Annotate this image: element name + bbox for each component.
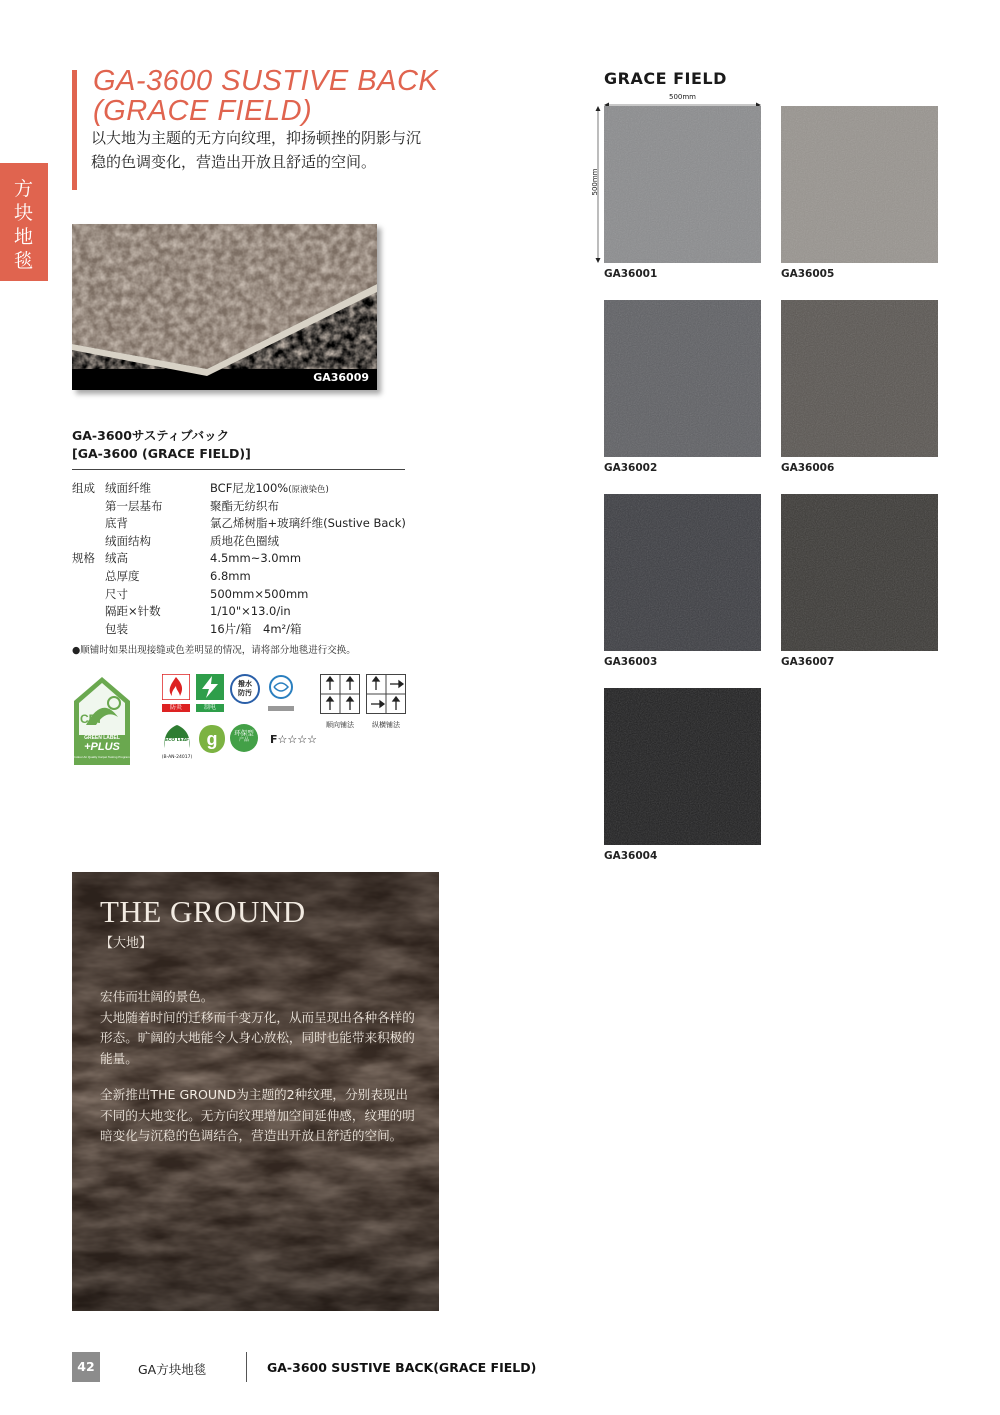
environmental-product-circle — [230, 724, 258, 752]
carpet-swatch — [604, 688, 761, 845]
swatch-texture — [604, 494, 761, 651]
water-label-1: 撥水 — [238, 680, 252, 688]
height-dimension-label: 500mm — [591, 168, 599, 196]
eco-leaf-code: (B-AN-24017) — [161, 755, 193, 760]
height-dimension — [592, 106, 602, 263]
title-accent-bar — [72, 70, 77, 190]
the-ground-panel — [72, 872, 439, 1311]
water-repellent-badge — [230, 674, 260, 704]
spec-value: 质地花色圈绒 — [210, 533, 279, 548]
ground-title: THE GROUND — [100, 894, 306, 929]
swatch-texture — [781, 494, 938, 651]
same-direction-label: 顺向铺法 — [326, 721, 354, 729]
spec-row — [72, 533, 432, 551]
environmental-label: 环保型 — [234, 729, 254, 737]
antistatic-label: 制电 — [196, 704, 224, 712]
same-direction-layout — [320, 674, 360, 729]
formaldehyde-rating: F☆☆☆☆ — [270, 733, 317, 746]
g-mark-icon — [198, 724, 226, 754]
svg-text:g: g — [206, 729, 218, 749]
spec-value-note: (原液染色) — [288, 485, 329, 495]
carpet-swatch — [781, 106, 938, 263]
side-category-tab — [0, 163, 48, 281]
width-dimension — [604, 94, 761, 104]
green-g-mark — [198, 724, 226, 754]
same-direction-icon — [320, 674, 360, 714]
spec-value: 氯乙烯树脂+玻璃纤维(Sustive Back) — [210, 516, 406, 531]
spec-value: 500mm×500mm — [210, 586, 309, 601]
fire-retardant-icon — [162, 674, 190, 700]
swatch-code-label: GA36003 — [604, 656, 658, 668]
circular-eco-caption — [268, 706, 294, 711]
photo-code-label: GA36009 — [313, 371, 369, 384]
spec-key: 总厚度 — [105, 568, 140, 583]
eco-leaf-badge — [162, 724, 192, 764]
spec-name-jp: GA-3600サスティブバック — [72, 428, 230, 443]
spec-key: 绒面结构 — [105, 533, 151, 548]
spec-row — [72, 568, 432, 586]
footer-product-title: GA-3600 SUSTIVE BACK(GRACE FIELD) — [267, 1360, 537, 1375]
spec-divider — [72, 469, 405, 470]
ground-body — [100, 987, 420, 1163]
side-tab-char: 方 — [13, 178, 34, 200]
cri-sub-text: Indoor Air Quality Carpet Testing Program — [74, 755, 130, 759]
fire-retardant-badge — [162, 674, 190, 711]
eco-leaf-label: ECO LEAF — [164, 738, 190, 743]
swatch-texture — [604, 106, 761, 263]
product-title-line1: GA-3600 SUSTIVE BACK — [93, 65, 439, 97]
swatch-code-label: GA36002 — [604, 462, 658, 474]
spec-group: 规格 — [72, 551, 95, 566]
spec-row — [72, 621, 432, 639]
spec-value: 6.8mm — [210, 568, 251, 583]
spec-row — [72, 480, 432, 498]
spec-key: 包装 — [105, 621, 128, 636]
swatch-texture — [604, 300, 761, 457]
ground-subtitle: 【大地】 — [100, 936, 153, 951]
cri-green-text: GREEN LABEL — [84, 735, 120, 741]
spec-value: 4.5mm~3.0mm — [210, 551, 302, 566]
collection-title: GRACE FIELD — [604, 69, 727, 88]
footer-divider — [246, 1352, 247, 1382]
water-label-2: 防汚 — [238, 689, 252, 697]
cri-plus-text: +PLUS — [84, 741, 120, 753]
antistatic-badge — [196, 674, 224, 711]
spec-value: 聚酯无纺织布 — [210, 498, 279, 513]
side-tab-char: 毯 — [13, 250, 34, 272]
swatch-texture — [781, 106, 938, 263]
page-number: 42 — [72, 1352, 100, 1382]
spec-value-main: BCF尼龙100% — [210, 481, 289, 495]
swatch-code-label: GA36006 — [781, 462, 835, 474]
spec-key: 底背 — [105, 516, 128, 531]
width-dimension-label: 500mm — [669, 93, 696, 101]
carpet-swatch — [781, 494, 938, 651]
spec-key: 绒高 — [105, 551, 128, 566]
spec-value: 16片/箱 4m²/箱 — [210, 621, 302, 636]
quarter-turn-layout — [366, 674, 406, 729]
antistatic-icon — [196, 674, 224, 700]
environmental-sublabel: 产品 — [238, 737, 249, 743]
spec-key: 隔距×针数 — [105, 604, 161, 619]
fire-retardant-label: 防炎 — [162, 704, 190, 712]
spec-row — [72, 550, 432, 568]
spec-row — [72, 603, 432, 621]
carpet-closeup-photo — [72, 224, 377, 390]
spec-row — [72, 515, 432, 533]
cri-green-label-plus-logo — [72, 675, 132, 767]
swatch-code-label: GA36005 — [781, 268, 835, 280]
ground-paragraph-1: 宏伟而壮阔的景色。 大地随着时间的迁移而千变万化，从而呈现出各种各样的形态。旷阔的大地能令人身心放松，同时也能带来积极的能量。 — [100, 989, 415, 1066]
swatch-code-label: GA36001 — [604, 268, 658, 280]
carpet-swatch — [781, 300, 938, 457]
carpet-swatch — [604, 106, 761, 263]
ground-paragraph-2: 全新推出THE GROUND为主题的2种纹理，分别表现出不同的大地变化。无方向纹理增加空间延伸感，纹理的明暗变化与沉稳的色调结合，营造出开放且舒适的空间。 — [100, 1087, 415, 1143]
carpet-closeup-image — [72, 224, 377, 390]
side-tab-char: 块 — [13, 202, 34, 224]
quarter-turn-label: 纵横铺法 — [372, 721, 400, 729]
product-title — [93, 66, 438, 126]
spec-table — [72, 480, 432, 638]
carpet-swatch — [604, 494, 761, 651]
carpet-swatch — [604, 300, 761, 457]
footer-category: GA方块地毯 — [138, 1362, 207, 1377]
product-intro: 以大地为主题的无方向纹理，抑扬顿挫的阴影与沉稳的色调变化，营造出开放且舒适的空间。 — [91, 129, 422, 171]
swatch-code-label: GA36004 — [604, 850, 658, 862]
spec-key: 尺寸 — [105, 586, 128, 601]
product-title-line2: (GRACE FIELD) — [93, 95, 313, 127]
spec-key: 绒面纤维 — [105, 481, 151, 495]
swirl-icon — [268, 674, 294, 700]
spec-key: 第一层基布 — [105, 498, 163, 513]
side-tab-char: 地 — [13, 226, 34, 248]
spec-row — [72, 586, 432, 604]
swatch-code-label: GA36007 — [781, 656, 835, 668]
swatch-texture — [604, 688, 761, 845]
circular-eco-badge — [268, 674, 294, 708]
installation-note: ●顺铺时如果出现接缝或色差明显的情况，请将部分地毯进行交换。 — [72, 645, 356, 656]
spec-name-model: [GA-3600 (GRACE FIELD)] — [72, 446, 251, 461]
spec-group: 组成 — [72, 481, 95, 495]
spec-value: 1/10"×13.0/in — [210, 604, 291, 619]
cri-text: CRI — [80, 712, 101, 726]
spec-row — [72, 498, 432, 516]
spec-product-name — [72, 427, 251, 463]
quarter-turn-icon — [366, 674, 406, 714]
swatch-texture — [781, 300, 938, 457]
environmental-product-badge — [230, 724, 258, 762]
